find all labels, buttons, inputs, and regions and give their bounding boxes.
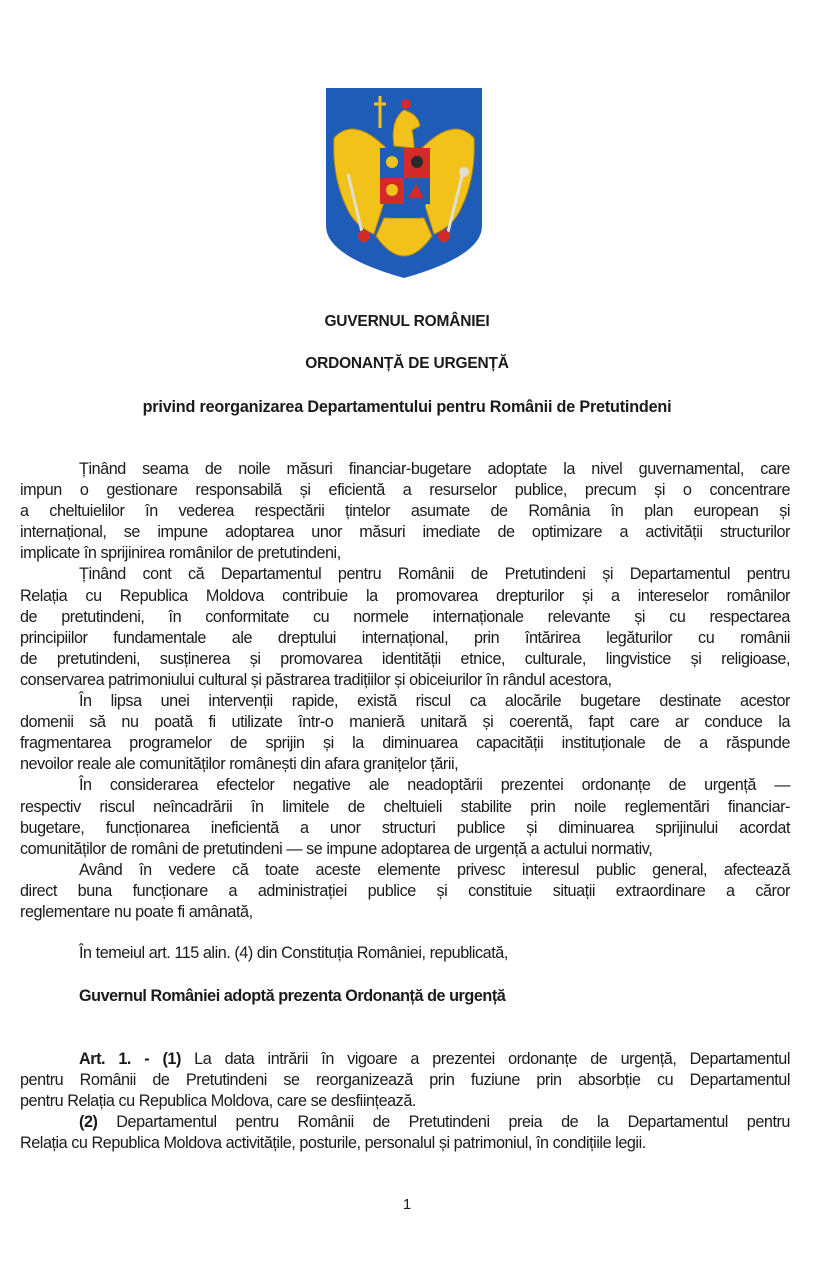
preamble-line: principiilor fundamentale ale dreptului internațional, prin întărirea legăturilor cu românii	[20, 628, 790, 647]
article-line: Relația cu Republica Moldova activitățile, posturile, personalul și patrimoniul, în condițiile legii.	[20, 1134, 646, 1153]
preamble-line: În lipsa unei intervenții rapide, există riscul ca alocările bugetare destinate acestor	[79, 692, 790, 711]
adoption-formula: Guvernul României adoptă prezenta Ordonanță de urgență	[79, 987, 506, 1005]
preamble-line: de pretutindeni, susținerea și promovarea identității etnice, culturale, lingvistice și religioase,	[20, 649, 790, 668]
preamble-line: de pretutindeni, în conformitate cu normele internaționale relevante și cu respectarea	[20, 607, 790, 626]
preamble-line: nevoilor reale ale comunităților românești din afara granițelor țării,	[20, 755, 459, 774]
issuer-heading: GUVERNUL ROMÂNIEI	[324, 313, 490, 330]
preamble-line: direct buna funcționare a administrației publice și constituie situații extraordinare a căror	[20, 881, 790, 900]
crown	[401, 99, 411, 109]
preamble-line: Având în vedere că toate aceste elemente privesc interesul public general, afectează	[79, 860, 790, 879]
preamble-line: Relația cu Republica Moldova contribuie la promovarea drepturilor și a intereselor românilor	[20, 586, 790, 605]
preamble-line: comunităților de români de pretutindeni — se impune adoptarea de urgență a actului normativ,	[20, 839, 653, 858]
preamble-line: implicate în sprijinirea românilor de pretutindeni,	[20, 544, 341, 563]
paragraph-number: (1)	[162, 1050, 181, 1068]
preamble-line: reglementare nu poate fi amânată,	[20, 902, 253, 921]
preamble-line: Ținând cont că Departamentul pentru Românii de Pretutindeni și Departamentul pentru	[79, 565, 790, 584]
preamble-line: bugetare, funcționarea ineficientă a unor structuri publice și diminuarea sprijinului acordat	[20, 818, 790, 837]
preamble-line: internațional, se impune adoptarea unor măsuri imediate de optimizare a activității structurilor	[20, 523, 790, 542]
article-line: pentru Relația cu Republica Moldova, care se desființează.	[20, 1092, 416, 1111]
paragraph-number: (2)	[79, 1113, 98, 1132]
preamble-line: domenii să nu poată fi utilizate într-o manieră unitară și coerentă, fapt care ar conduce la	[20, 713, 790, 732]
article-text: Departamentul pentru Românii de Pretutindeni preia de la Departamentul pentru	[97, 1113, 790, 1132]
article-line	[20, 1049, 790, 1070]
act-type-heading: ORDONANȚĂ DE URGENȚĂ	[305, 355, 509, 372]
preamble-line: În considerarea efectelor negative ale neadoptării prezentei ordonanțe de urgență —	[79, 776, 790, 795]
preamble	[20, 459, 790, 923]
article-1	[20, 1049, 790, 1154]
article-line: pentru Românii de Pretutindeni se reorganizează prin fuziune prin absorbție cu Departamentul	[20, 1071, 790, 1090]
preamble-line: respectiv riscul neîncadrării în limitele de cheltuieli stabilite prin noile reglementări financiar-	[20, 797, 790, 816]
article-text: La data intrării în vigoare a prezentei ordonanțe de urgență, Departamentul	[180, 1050, 790, 1068]
quarter-5	[384, 204, 426, 218]
preamble-line: impun o gestionare responsabilă și eficientă a resurselor publice, precum și o concentrare	[20, 481, 790, 500]
article-label: Art. 1. -	[79, 1050, 150, 1068]
preamble-line: conservarea patrimoniului cultural și păstrarea tradițiilor și obiceiurilor în rândul acestora,	[20, 670, 612, 689]
page-number: 1	[402, 1196, 412, 1213]
coat-of-arms-image	[324, 86, 484, 280]
act-subject-heading: privind reorganizarea Departamentului pentru Românii de Pretutindeni	[142, 398, 672, 416]
article-line	[20, 1112, 790, 1133]
legal-basis: În temeiul art. 115 alin. (4) din Constituția României, republicată,	[79, 944, 508, 962]
preamble-line: Ținând seama de noile măsuri financiar-bugetare adoptate la nivel guvernamental, care	[79, 460, 790, 478]
preamble-line: a cheltuielilor în vederea respectării țintelor asumate de România în plan european și	[20, 502, 790, 521]
preamble-line: fragmentarea programelor de sprijin și la diminuarea capacității instituționale de a răspunde	[20, 734, 790, 753]
